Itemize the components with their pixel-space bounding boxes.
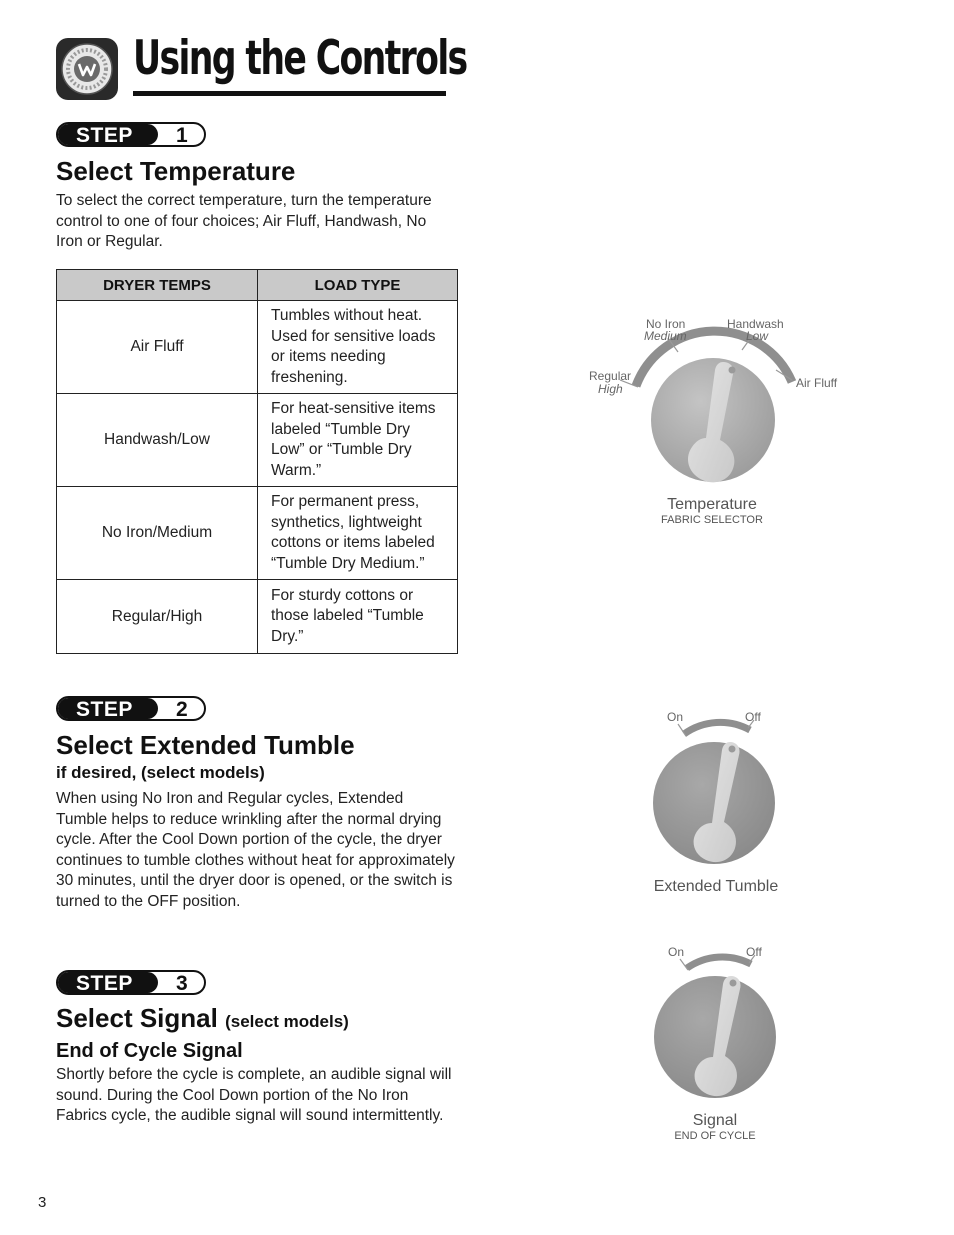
dial-arc [687,957,751,968]
step-2-heading: Select Extended Tumble [56,730,355,760]
dial-label-on: On [668,945,685,959]
step-3-badge [56,970,206,995]
table-cell-temp: Regular/High [57,580,258,654]
dial-label-off: Off [745,710,761,724]
step-1-badge [56,122,206,147]
step-3-heading-suffix: (select models) [225,1012,349,1031]
table-cell-load: For permanent press, synthetics, lightweight cottons or items labeled “Tumble Dry Medium.” [258,487,458,580]
table-header-temps: DRYER TEMPS [57,270,258,301]
page-number: 3 [38,1194,47,1211]
dial-label-air-fluff: Air Fluff [796,376,838,390]
step-2-body: When using No Iron and Regular cycles, Extended Tumble helps to reduce wrinkling after the normal drying cycle. After the Cool Down portion of the cycle, the dryer continues to tumble clothes without heat for approximately 30 minutes, until the dryer door is opened, or the switch is turned to the OFF position. [56,790,455,910]
table-row [57,580,458,654]
step-2-badge [56,696,206,721]
step-number: 1 [176,124,188,147]
table-cell-load: Tumbles without heat. Used for sensitive loads or items needing freshening. [258,301,458,394]
step-3-heading-text: Select Signal [56,1003,218,1033]
dial-title: Signal [692,1112,738,1129]
dial-title: Temperature [667,496,757,513]
dial-label-handwash: Handwash [727,317,784,331]
table-cell-load: For sturdy cottons or those labeled “Tumble Dry.” [258,580,458,654]
step-word: STEP [76,972,133,995]
step-number: 2 [176,698,188,721]
dial-subtitle: FABRIC SELECTOR [661,514,763,526]
step-word: STEP [76,698,133,721]
step-number: 3 [176,972,188,995]
dial-label-on: On [667,710,684,724]
step-3-heading [56,1003,349,1037]
step-2-subheading: if desired, (select models) [56,763,265,782]
dryer-temps-table [56,269,458,654]
dial-subtitle: END OF CYCLE [674,1130,756,1142]
dial-label-regular: Regular [589,369,632,383]
title-underline [133,91,446,96]
table-cell-load: For heat-sensitive items labeled “Tumble Dry Low” or “Tumble Dry Warm.” [258,394,458,487]
table-row [57,394,458,487]
step-3-body: Shortly before the cycle is complete, an audible signal will sound. During the Cool Down portion of the No Iron Fabrics cycle, the audible signal will sound intermittently. [56,1066,452,1125]
dial-label-medium: Medium [644,329,687,343]
step-1-body: To select the correct temperature, turn the temperature control to one of four choices; Air Fluff, Handwash, No Iron or Regular. [56,192,432,251]
step-3-subheading: End of Cycle Signal [56,1040,243,1062]
table-cell-temp: No Iron/Medium [57,487,258,580]
page-title: Using the Controls [133,31,467,86]
table-row [57,301,458,394]
table-cell-temp: Air Fluff [57,301,258,394]
table-row [57,487,458,580]
temperature-dial [580,300,880,540]
dial-label-high: High [598,382,623,396]
dial-label-low: Low [746,329,769,343]
step-1-heading: Select Temperature [56,156,296,186]
dial-arc [684,722,750,734]
dial-label-off: Off [746,945,762,959]
step-word: STEP [76,124,133,147]
table-header-load: LOAD TYPE [258,270,458,301]
dial-title: Extended Tumble [653,878,779,895]
table-header-row [57,270,458,301]
table-cell-temp: Handwash/Low [57,394,258,487]
brand-logo-icon [56,38,118,100]
dial-label-no-iron: No Iron [646,317,686,331]
extended-tumble-dial [620,700,820,900]
signal-dial [620,935,820,1150]
